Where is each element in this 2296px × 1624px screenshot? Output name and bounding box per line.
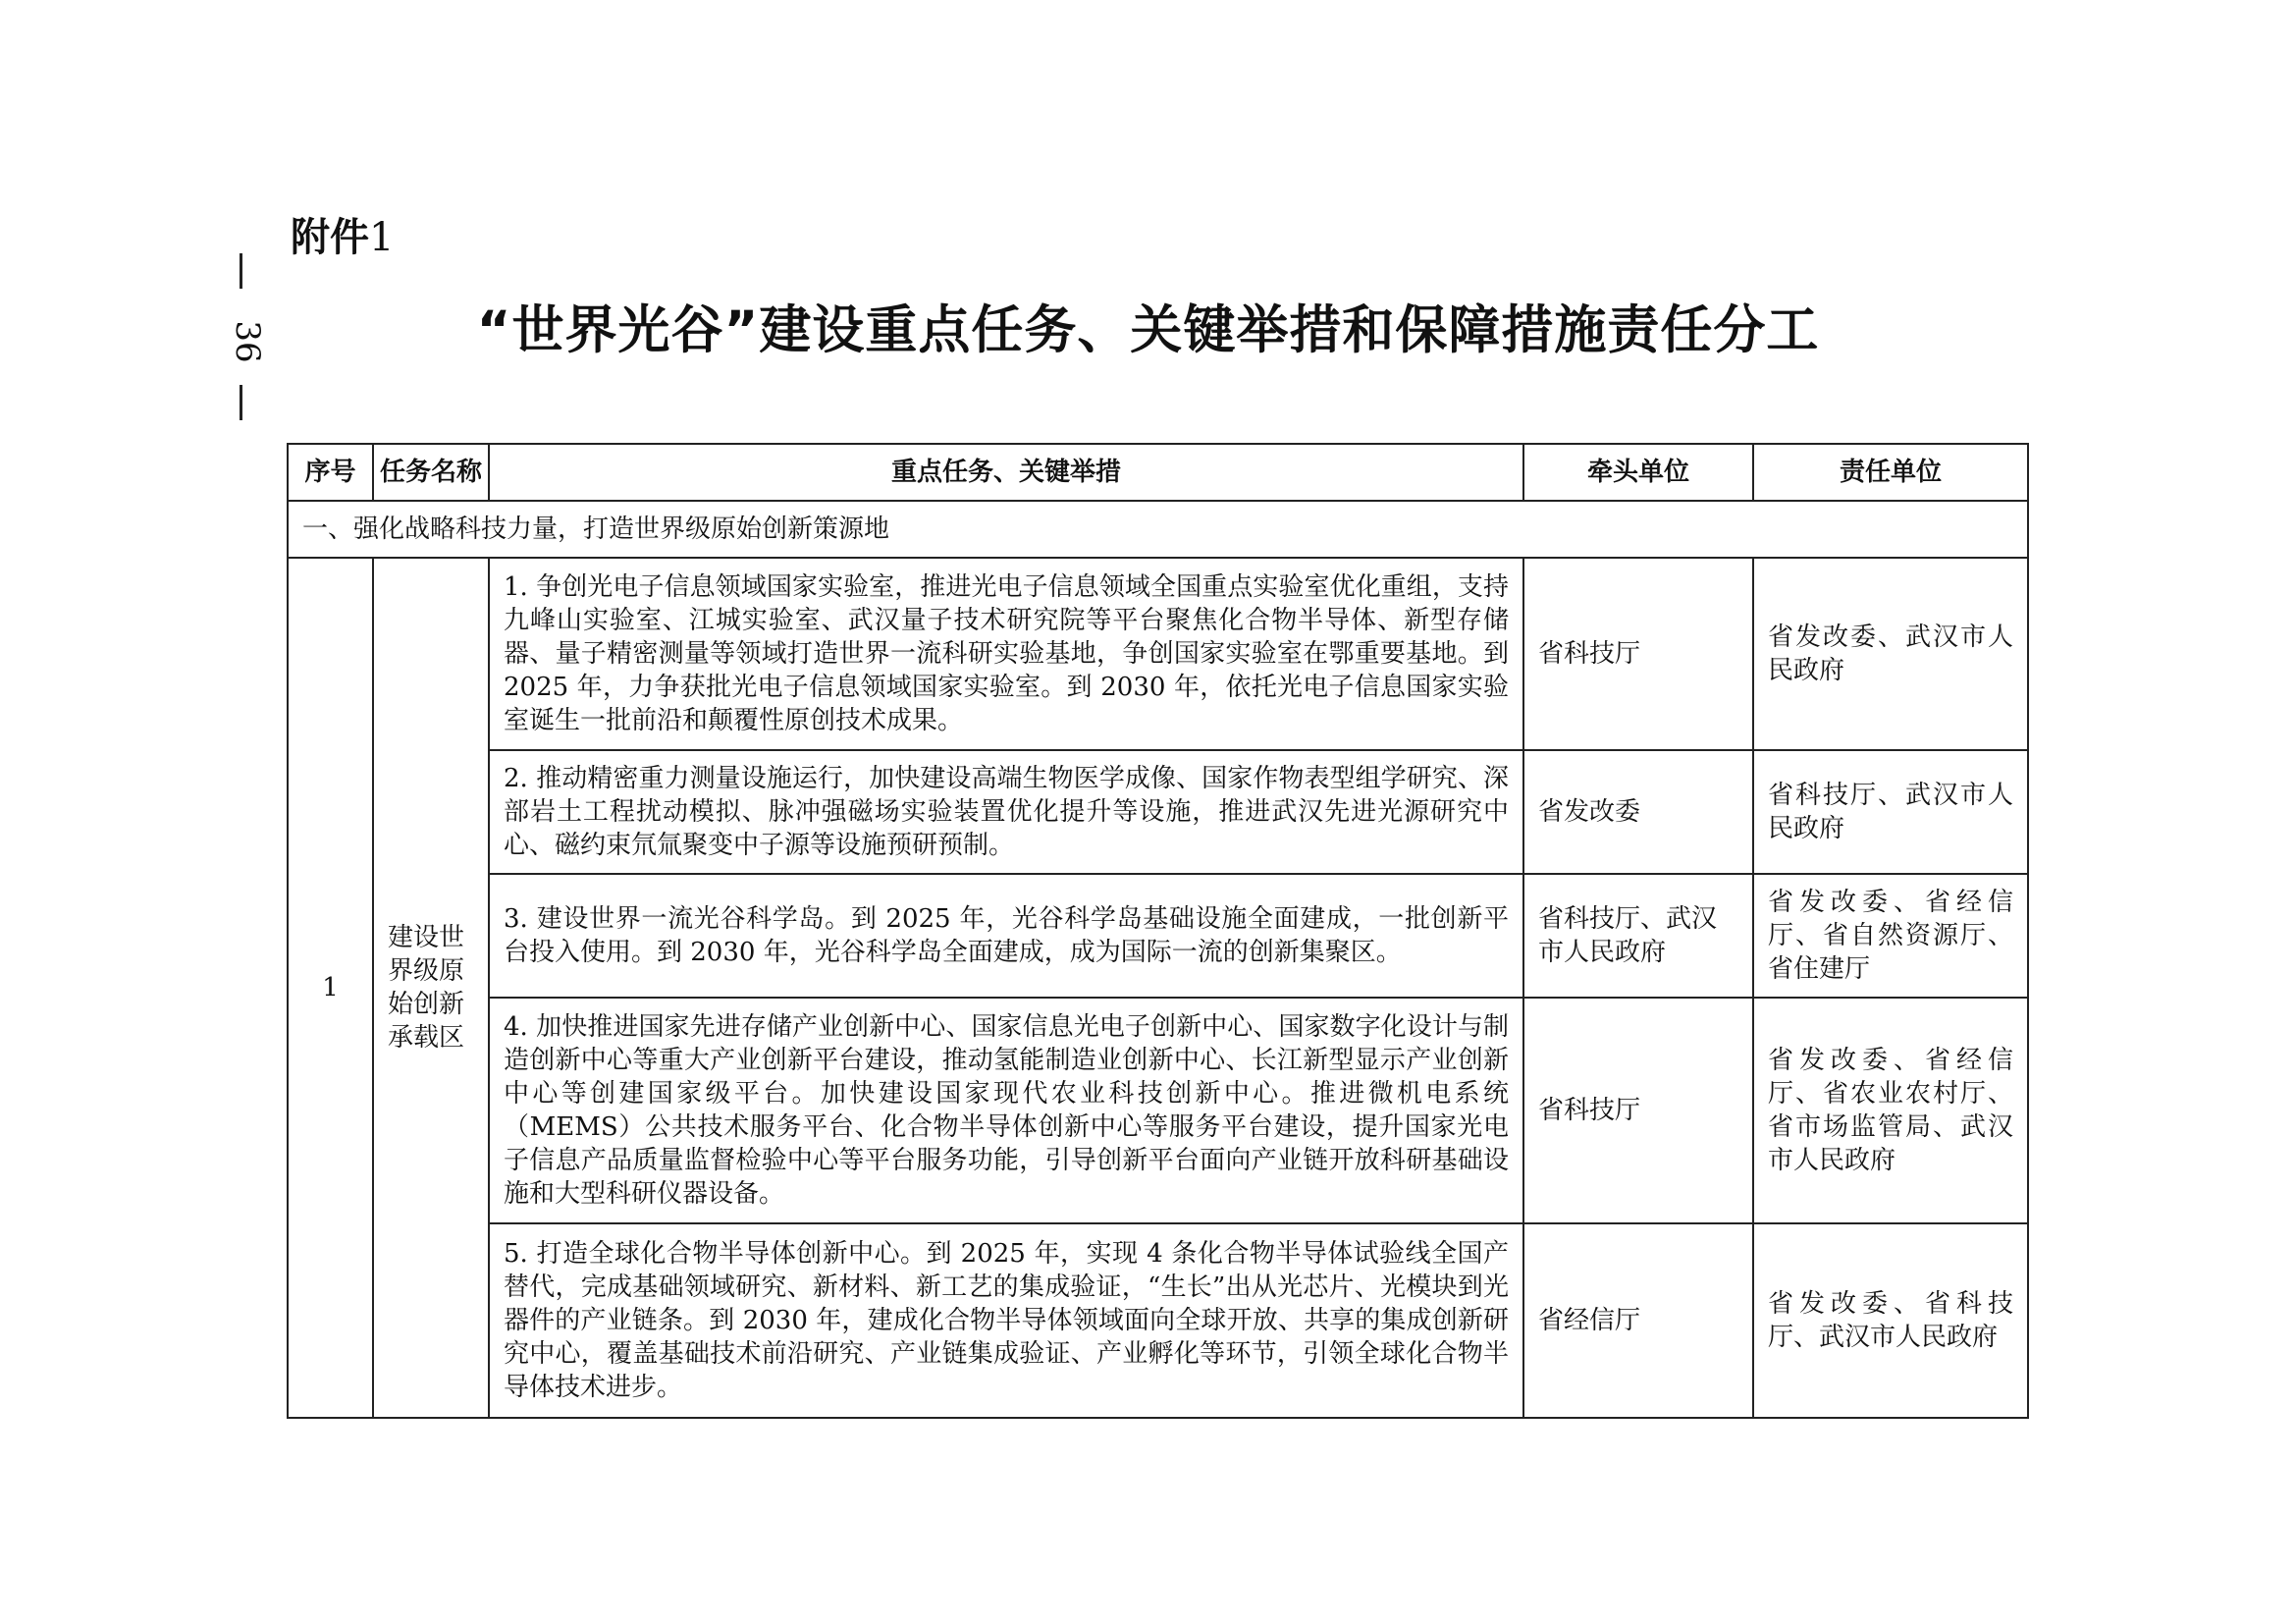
document-title: “世界光谷”建设重点任务、关键举措和保障措施责任分工 — [476, 300, 1820, 360]
page-number: 36 — [228, 320, 267, 363]
row-lead-unit: 省科技厅 — [1523, 558, 1753, 750]
row-responsible-units: 省发改委、省科技厅、武汉市人民政府 — [1753, 1223, 2028, 1418]
section-title: 一、强化战略科技力量，打造世界级原始创新策源地 — [288, 501, 2028, 558]
row-responsible-units: 省发改委、武汉市人民政府 — [1753, 558, 2028, 750]
header-responsible-units: 责任单位 — [1753, 444, 2028, 501]
table-row — [288, 558, 2028, 750]
row-lead-unit: 省科技厅、武汉市人民政府 — [1523, 874, 1753, 998]
table-row — [288, 1223, 2028, 1418]
row-seq: 1 — [288, 558, 373, 1418]
table-row — [288, 750, 2028, 874]
row-measure: 4. 加快推进国家先进存储产业创新中心、国家信息光电子创新中心、国家数字化设计与制造创新中心等重大产业创新平台建设，推动氢能制造业创新中心、长江新型显示产业创新中心等创建国家级平台。加快建设国家现代农业科技创新中心。推进微机电系统（MEMS）公共技术服务平台、化合物半导体创新中心等服务平台建设，提升国家光电子信息产品质量监督检验中心等平台服务功能，引导创新平台面向产业链开放科研基础设施和大型科研仪器设备。 — [489, 998, 1523, 1223]
attachment-text: 附件 — [291, 215, 369, 260]
row-responsible-units: 省发改委、省经信厅、省农业农村厅、省市场监管局、武汉市人民政府 — [1753, 998, 2028, 1223]
row-responsible-units: 省科技厅、武汉市人民政府 — [1753, 750, 2028, 874]
section-row — [288, 501, 2028, 558]
row-measure: 5. 打造全球化合物半导体创新中心。到 2025 年，实现 4 条化合物半导体试验线全国产替代，完成基础领域研究、新材料、新工艺的集成验证，“生长”出从光芯片、光模块到光器件的产业链条。到 2030 年，建成化合物半导体领域面向全球开放、共享的集成创新研究中心，覆盖基础技术前沿研究、产业链集成验证、产业孵化等环节，引领全球化合物半导体技术进步。 — [489, 1223, 1523, 1418]
row-task-name: 建设世界级原始创新承载区 — [373, 558, 489, 1418]
attachment-label — [291, 206, 394, 262]
row-lead-unit: 省经信厅 — [1523, 1223, 1753, 1418]
table-header-row — [288, 444, 2028, 501]
header-seq: 序号 — [288, 444, 373, 501]
table-row — [288, 998, 2028, 1223]
row-measure: 2. 推动精密重力测量设施运行，加快建设高端生物医学成像、国家作物表型组学研究、深部岩土工程扰动模拟、脉冲强磁场实验装置优化提升等设施，推进武汉先进光源研究中心、磁约束氘氚聚变中子源等设施预研预制。 — [489, 750, 1523, 874]
row-responsible-units: 省发改委、省经信厅、省自然资源厅、省住建厅 — [1753, 874, 2028, 998]
responsibility-table — [287, 443, 2029, 1419]
header-measures: 重点任务、关键举措 — [489, 444, 1523, 501]
row-lead-unit: 省科技厅 — [1523, 998, 1753, 1223]
row-measure: 3. 建设世界一流光谷科学岛。到 2025 年，光谷科学岛基础设施全面建成，一批创新平台投入使用。到 2030 年，光谷科学岛全面建成，成为国际一流的创新集聚区。 — [489, 874, 1523, 998]
side-top-bar — [221, 253, 260, 289]
header-lead-unit: 牵头单位 — [1523, 444, 1753, 501]
table-row — [288, 874, 2028, 998]
header-task-name: 任务名称 — [373, 444, 489, 501]
side-bottom-bar — [221, 385, 260, 420]
attachment-number: 1 — [369, 215, 395, 260]
row-lead-unit: 省发改委 — [1523, 750, 1753, 874]
row-measure: 1. 争创光电子信息领域国家实验室，推进光电子信息领域全国重点实验室优化重组，支持九峰山实验室、江城实验室、武汉量子技术研究院等平台聚焦化合物半导体、新型存储器、量子精密测量等领域打造世界一流科研实验基地，争创国家实验室在鄂重要基地。到 2025 年，力争获批光电子信息领域国家实验室。到 2030 年，依托光电子信息国家实验室诞生一批前沿和颠覆性原创技术成果。 — [489, 558, 1523, 750]
